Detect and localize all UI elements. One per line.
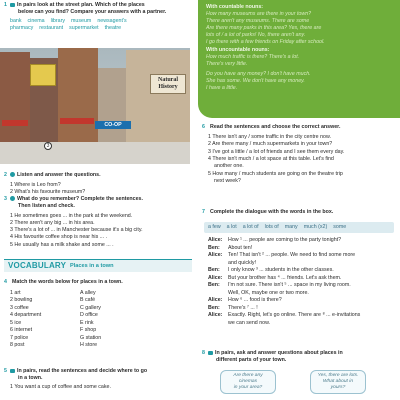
match-item-left: 5 ice [10, 319, 22, 326]
grammar-example: lots of / a lot of parks! No, there aren't any. [206, 31, 306, 38]
museum-sign [150, 74, 186, 94]
word-box-item: a few [208, 224, 221, 231]
dialogue-text: and quickly! [228, 259, 256, 266]
speech-bubble-answer [310, 370, 366, 394]
exercise-instruction: Read the sentences and choose the correct answer. [210, 124, 341, 130]
exercise-instruction: In pairs, read the sentences and decide where to go [17, 368, 148, 374]
audio-icon [10, 196, 15, 201]
dialogue-line [208, 275, 398, 283]
exercise-instruction: What do you remember? Complete the sentences. [17, 196, 143, 202]
place-word: pharmacy [10, 24, 34, 31]
exercise-8 [202, 350, 398, 364]
museum-sign-line-2: History [158, 83, 178, 90]
match-item-left: 4 department [10, 312, 42, 319]
exercise-instruction: Complete the dialogue with the words in the box. [210, 209, 334, 215]
match-list-left [10, 290, 80, 350]
place-word: theatre [104, 24, 122, 31]
exercise-instruction: Listen and answer the questions. [17, 172, 101, 178]
sentence-3: 3 I've got a little / a lot of friends and I see them every day. [208, 148, 345, 155]
place-word: museum [71, 17, 92, 24]
grammar-example: Do you have any money? I don't have much. [206, 70, 311, 77]
sentence-5: 5 How many / much students are going on the theatre trip [208, 170, 343, 177]
dialogue-text: But your brother has ⁴ ... friends. Let's ask them. [228, 274, 342, 281]
dialogue-text: Exactly. Right, let's go online. There are ⁸ ... e-invitations [228, 312, 361, 319]
exercise-instruction-2: Then listen and check. [18, 202, 75, 209]
dialogue-text: About ten! [228, 244, 253, 251]
exercise-number: 3 [4, 196, 7, 202]
dialogue-text: I only know ³ ... students in the other classes. [228, 267, 334, 274]
dialogue-line [208, 245, 398, 253]
place-word: restaurant [39, 24, 64, 31]
left-column [0, 0, 198, 400]
bubble-line: in your area? [233, 385, 263, 391]
dialogue-speaker: Ben: [208, 267, 220, 274]
dialogue-speaker: Alice: [208, 252, 223, 259]
dialogue-line [208, 282, 398, 290]
shop-sign: CO-OP [95, 121, 131, 129]
dialogue-line [208, 237, 398, 245]
exercise-4 [4, 279, 194, 350]
dialogue-line [208, 260, 398, 268]
red-awning [60, 118, 94, 124]
exercise-number: 6 [202, 124, 205, 130]
word-box-item: many [284, 224, 298, 231]
sentence-1: 1 He sometimes goes ... in the park at the weekend. [10, 212, 133, 219]
sentence-5-cont: next week? [214, 178, 241, 185]
dialogue-line [208, 320, 398, 328]
pair-icon [10, 3, 15, 7]
exercise-instruction-2: below can you find? Compare your answers with a partner. [18, 8, 167, 15]
match-item-left: 1 art [10, 289, 21, 296]
sentence-5: 5 He usually has a milk shake and some ... . [10, 241, 114, 248]
billboard [30, 64, 56, 86]
exercise-instruction-2: different parts of your town. [216, 356, 287, 363]
exercise-6 [202, 124, 398, 186]
dialogue-line [208, 312, 398, 320]
dialogue-text: There's ⁷ ... ! [228, 304, 258, 311]
word-box-item: lots of [264, 224, 279, 231]
exercise-instruction: Match the words below for places in a town. [12, 279, 123, 285]
exercise-number: 8 [202, 350, 205, 356]
match-item-left: 2 bowling [10, 297, 33, 304]
exercise-5 [4, 368, 194, 390]
question-1: 1 Where is Leo from? [10, 181, 61, 188]
sentence-4: 4 His favourite coffee shop is near his ... . [10, 234, 108, 241]
grammar-example: There aren't any museums. There are some [206, 17, 310, 24]
bubble-line: What about in yours? [322, 379, 354, 391]
place-word: newsagent's [97, 17, 127, 24]
dialogue-text: How ⁶ ... food is there? [228, 297, 282, 304]
match-item-right: E rink [80, 319, 94, 326]
dialogue-speaker: Ben: [208, 244, 220, 251]
vocabulary-subtitle: Places in a town [70, 263, 114, 269]
word-box [204, 222, 394, 233]
match-item-right: D office [80, 312, 98, 319]
pair-icon [208, 351, 213, 355]
exercise-number: 5 [4, 368, 7, 374]
place-word: bank [10, 17, 22, 24]
building [58, 48, 98, 142]
exercise-number: 7 [202, 209, 205, 215]
right-column [198, 0, 400, 400]
dialogue-line [208, 297, 398, 305]
street-scene-illustration [0, 48, 190, 164]
match-list-right [80, 290, 150, 350]
match-item-left: 6 internet [10, 327, 33, 334]
exercise-3 [4, 196, 194, 249]
sentence-4-cont: another one. [214, 163, 244, 170]
bus-stop-icon: 3 [44, 142, 52, 150]
sentence-1: 1 There isn't any / some traffic in the city centre now. [208, 133, 331, 140]
grammar-example: There's very little. [206, 60, 248, 67]
dialogue-text: How ¹ ... people are coming to the party tonight? [228, 237, 342, 243]
word-box-item: much (x2) [303, 224, 328, 231]
exercise-instruction-2: in a town. [18, 374, 43, 381]
exercise-7 [202, 209, 398, 216]
red-awning [2, 120, 28, 126]
dialogue-text: Well, OK, maybe one or two more. [228, 289, 309, 296]
match-item-right: F shop [80, 327, 97, 334]
grammar-example: She has some. We don't have any money. [206, 77, 305, 84]
dialogue-line [208, 267, 398, 275]
dialogue [208, 237, 398, 327]
dialogue-text: we can send now. [228, 319, 271, 326]
grammar-example: How much traffic is there? There's a lot. [206, 53, 300, 60]
sentence-4: 4 There isn't much / a lot space at this table. Let's find [208, 155, 334, 162]
museum-sign-line-1: Natural [158, 77, 178, 83]
pavement [0, 142, 190, 164]
exercise-instruction: In pairs, ask and answer questions about places in [215, 350, 343, 356]
exercise-number: 1 [4, 2, 7, 8]
museum-building [126, 50, 190, 142]
dialogue-text: Ten! That isn't ² ... people. We need to find some more [228, 252, 356, 259]
dialogue-speaker: Ben: [208, 282, 220, 289]
word-box-item: some [333, 224, 347, 231]
dialogue-line [208, 252, 398, 260]
speech-bubble-question [220, 370, 276, 394]
dialogue-text: I'm not sure. There isn't ⁵ ... space in my living room. [228, 282, 351, 289]
sentence-2: 2 Are there many / much supermarkets in your town? [208, 141, 333, 148]
exercise-instruction: In pairs look at the street plan. Which of the places [17, 2, 145, 8]
uncountable-heading: With uncountable nouns: [206, 46, 270, 53]
bubble-line: Yes, there are lots. [317, 373, 359, 378]
exercise-number: 2 [4, 172, 7, 178]
building [0, 52, 30, 142]
dialogue-line [208, 305, 398, 313]
dialogue-speaker: Ben: [208, 304, 220, 311]
sentence-2: 2 There aren't any big ... in his area. [10, 219, 95, 226]
grammar-box [198, 0, 400, 118]
word-box-item: a lot [226, 224, 237, 231]
dialogue-line [208, 290, 398, 298]
match-item-left: 7 police [10, 334, 29, 341]
match-item-right: G station [80, 334, 102, 341]
audio-icon [10, 172, 15, 177]
pair-icon [10, 369, 15, 373]
word-box-item: a lot of [242, 224, 259, 231]
places-list [4, 18, 194, 32]
dialogue-speaker: Alice: [208, 312, 223, 319]
vocabulary-title: VOCABULARY [8, 261, 67, 270]
countable-heading: With countable nouns: [206, 4, 264, 10]
match-item-right: A alley [80, 289, 96, 296]
dialogue-speaker: Alice: [208, 237, 223, 243]
dialogue-speaker: Alice: [208, 297, 223, 304]
exercise-number: 4 [4, 279, 7, 285]
match-item-left: 8 post [10, 342, 25, 349]
grammar-example: How many museums are there in your town? [206, 10, 312, 17]
exercise-1 [4, 2, 194, 32]
match-item-right: B café [80, 297, 96, 304]
bubble-line: Are there any cinemas [233, 373, 263, 385]
question-2: 2 What's his favourite museum? [10, 188, 86, 195]
exercise-2 [4, 172, 194, 196]
grammar-example: Are there many parks in this area? Yes, there are [206, 24, 322, 31]
place-word: library [50, 17, 65, 24]
dialogue-speaker: Alice: [208, 274, 223, 281]
sentence-3: 3 There's a lot of ... in Manchester because it's a big city. [10, 227, 143, 234]
sentence-1: 1 You want a cup of coffee and some cake. [10, 383, 111, 390]
building [98, 68, 126, 142]
match-item-right: H store [80, 342, 98, 349]
place-word: supermarket [69, 24, 99, 31]
grammar-example: I go there with a few friends on Friday after school. [206, 38, 325, 45]
grammar-example: I have a little. [206, 84, 238, 91]
match-item-right: C gallery [80, 304, 101, 311]
vocabulary-header [4, 259, 192, 272]
place-word: cinema [27, 17, 45, 24]
match-item-left: 3 coffee [10, 304, 29, 311]
